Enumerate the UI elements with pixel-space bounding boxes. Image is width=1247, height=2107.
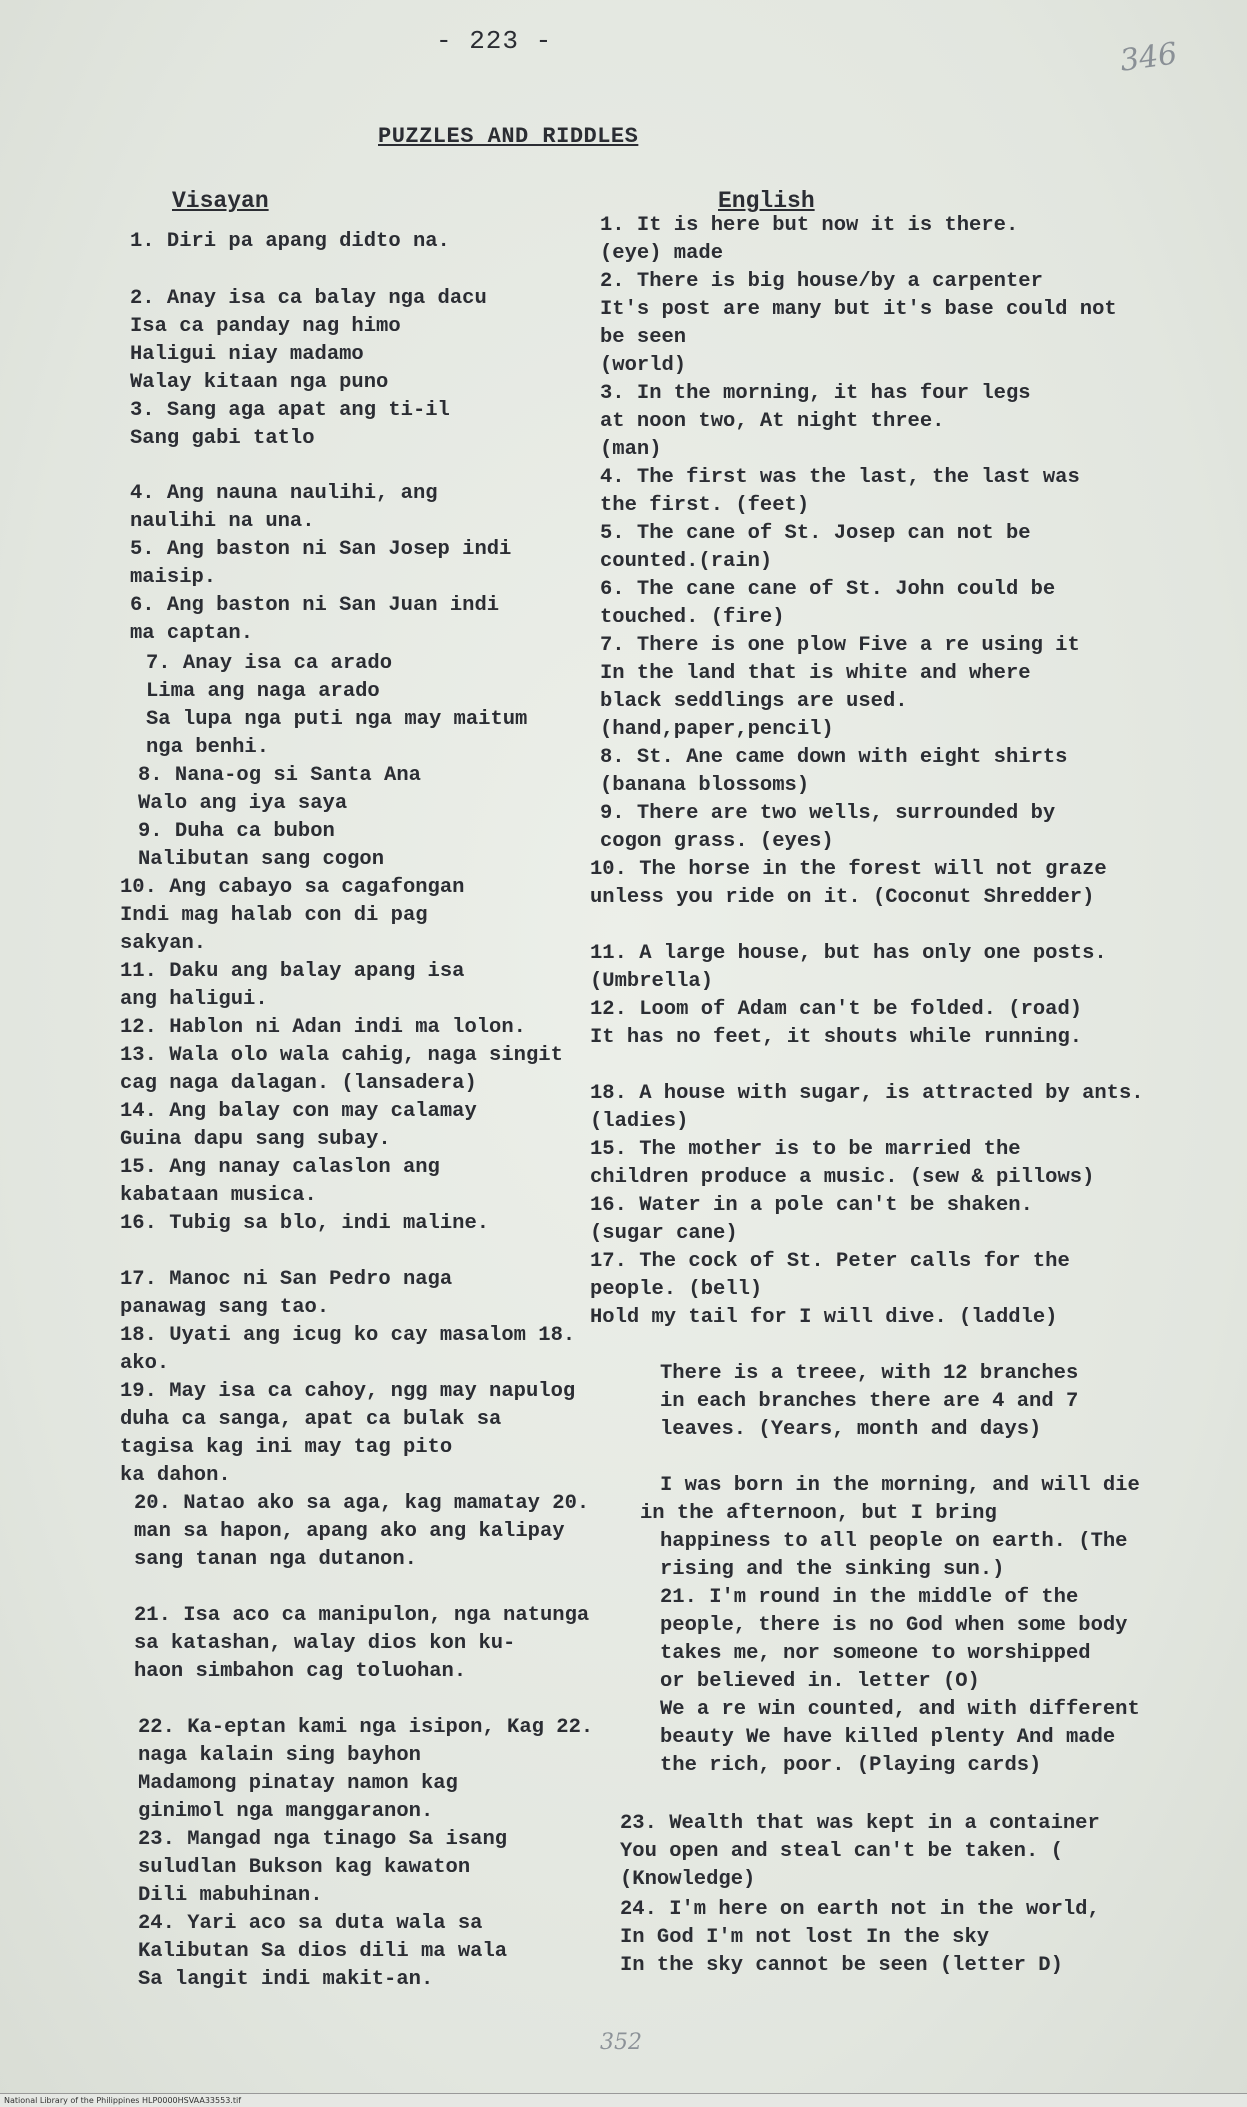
visayan-riddle-line: 23. Mangad nga tinago Sa isang [138, 1828, 508, 1851]
visayan-riddle-line: haon simbahon cag toluohan. [134, 1660, 467, 1683]
english-riddle-line: It's post are many but it's base could not [600, 298, 1117, 321]
visayan-riddle-line: 16. Tubig sa blo, indi maline. [120, 1212, 490, 1235]
visayan-riddle-line: 17. Manoc ni San Pedro naga [120, 1268, 453, 1291]
visayan-riddle-line: Guina dapu sang subay. [120, 1128, 391, 1151]
visayan-riddle-line: ma captan. [130, 622, 254, 645]
english-riddle-line: 7. There is one plow Five a re using it [600, 634, 1080, 657]
visayan-riddle-line: 7. Anay isa ca arado [146, 652, 393, 675]
visayan-riddle-line: Nalibutan sang cogon [138, 848, 385, 871]
visayan-riddle-line: panawag sang tao. [120, 1296, 330, 1319]
english-riddle-line: There is a treee, with 12 branches [660, 1362, 1079, 1385]
english-riddle-line: in the afternoon, but I bring [640, 1502, 997, 1525]
english-riddle-line: rising and the sinking sun.) [660, 1558, 1005, 1581]
visayan-riddle-line: tagisa kag ini may tag pito [120, 1436, 453, 1459]
visayan-riddle-line: 8. Nana-og si Santa Ana [138, 764, 421, 787]
visayan-riddle-line: ginimol nga manggaranon. [138, 1800, 434, 1823]
visayan-riddle-line: Lima ang naga arado [146, 680, 380, 703]
visayan-riddle-line: naulihi na una. [130, 510, 315, 533]
english-riddle-line: It has no feet, it shouts while running. [590, 1026, 1083, 1049]
english-riddle-line: Hold my tail for I will dive. (laddle) [590, 1306, 1058, 1329]
visayan-riddle-line: 22. Ka-eptan kami nga isipon, Kag 22. [138, 1716, 594, 1739]
bottom-handwritten-number: 352 [600, 2030, 642, 2055]
english-riddle-line: 5. The cane of St. Josep can not be [600, 522, 1031, 545]
visayan-riddle-line: 10. Ang cabayo sa cagafongan [120, 876, 465, 899]
visayan-riddle-line: suludlan Bukson kag kawaton [138, 1856, 471, 1879]
visayan-riddle-line: Walay kitaan nga puno [130, 371, 389, 394]
english-riddle-line: children produce a music. (sew & pillows) [590, 1166, 1095, 1189]
english-riddle-line: (Umbrella) [590, 970, 714, 993]
english-riddle-line: 21. I'm round in the middle of the [660, 1586, 1079, 1609]
english-riddle-line: happiness to all people on earth. (The [660, 1530, 1128, 1553]
english-riddle-line: or believed in. letter (O) [660, 1670, 980, 1693]
english-riddle-line: 23. Wealth that was kept in a container [620, 1812, 1100, 1835]
visayan-riddle-line: naga kalain sing bayhon [138, 1744, 421, 1767]
english-riddle-line: 6. The cane cane of St. John could be [600, 578, 1056, 601]
english-riddle-line: In the sky cannot be seen (letter D) [620, 1954, 1063, 1977]
visayan-riddle-line: Sa langit indi makit-an. [138, 1968, 434, 1991]
visayan-riddle-line: 18. Uyati ang icug ko cay masalom 18. [120, 1324, 576, 1347]
visayan-riddle-line: Madamong pinatay namon kag [138, 1772, 458, 1795]
visayan-riddle-line: 21. Isa aco ca manipulon, nga natunga [134, 1604, 590, 1627]
english-riddle-line: 2. There is big house/by a carpenter [600, 270, 1043, 293]
english-riddle-line: (Knowledge) [620, 1868, 756, 1891]
visayan-riddle-line: 4. Ang nauna naulihi, ang [130, 482, 438, 505]
english-riddle-line: (world) [600, 354, 687, 377]
english-riddle-line: 9. There are two wells, surrounded by [600, 802, 1056, 825]
english-riddle-line: 1. It is here but now it is there. [600, 214, 1019, 237]
visayan-riddle-line: maisip. [130, 566, 217, 589]
handwritten-page-number: 346 [1117, 36, 1180, 79]
visayan-riddle-line: Walo ang iya saya [138, 792, 348, 815]
english-riddle-line: We a re win counted, and with different [660, 1698, 1140, 1721]
english-riddle-line: 10. The horse in the forest will not graze [590, 858, 1107, 881]
visayan-riddle-line: 19. May isa ca cahoy, ngg may napulog [120, 1380, 576, 1403]
visayan-riddle-line: ako. [120, 1352, 170, 1375]
english-riddle-line: You open and steal can't be taken. ( [620, 1840, 1063, 1863]
visayan-riddle-line: Kalibutan Sa dios dili ma wala [138, 1940, 508, 1963]
english-riddle-line: 3. In the morning, it has four legs [600, 382, 1031, 405]
english-riddle-line: 15. The mother is to be married the [590, 1138, 1021, 1161]
visayan-riddle-line: 13. Wala olo wala cahig, naga singit [120, 1044, 563, 1067]
visayan-riddle-line: ka dahon. [120, 1464, 231, 1487]
english-riddle-line: touched. (fire) [600, 606, 785, 629]
english-riddle-line: the rich, poor. (Playing cards) [660, 1754, 1042, 1777]
english-riddle-line: 18. A house with sugar, is attracted by ants. [590, 1082, 1144, 1105]
visayan-riddle-line: 15. Ang nanay calaslon ang [120, 1156, 440, 1179]
visayan-riddle-line: 12. Hablon ni Adan indi ma lolon. [120, 1016, 526, 1039]
visayan-riddle-line: sa katashan, walay dios kon ku- [134, 1632, 516, 1655]
english-riddle-line: 16. Water in a pole can't be shaken. [590, 1194, 1033, 1217]
visayan-riddle-line: sakyan. [120, 932, 207, 955]
visayan-riddle-line: 1. Diri pa apang didto na. [130, 230, 450, 253]
visayan-riddle-line: 20. Natao ako sa aga, kag mamatay 20. [134, 1492, 590, 1515]
visayan-riddle-line: 5. Ang baston ni San Josep indi [130, 538, 512, 561]
english-riddle-line: (man) [600, 438, 662, 461]
english-riddle-line: In God I'm not lost In the sky [620, 1926, 990, 1949]
visayan-riddle-line: 24. Yari aco sa duta wala sa [138, 1912, 483, 1935]
english-riddle-line: people. (bell) [590, 1278, 763, 1301]
english-riddle-line: I was born in the morning, and will die [660, 1474, 1140, 1497]
visayan-riddle-line: 2. Anay isa ca balay nga dacu [130, 287, 487, 310]
page-title: PUZZLES AND RIDDLES [378, 124, 639, 149]
english-riddle-line: In the land that is white and where [600, 662, 1031, 685]
english-riddle-line: the first. (feet) [600, 494, 810, 517]
english-riddle-line: at noon two, At night three. [600, 410, 945, 433]
visayan-riddle-line: man sa hapon, apang ako ang kalipay [134, 1520, 565, 1543]
english-riddle-line: people, there is no God when some body [660, 1614, 1128, 1637]
visayan-riddle-line: 11. Daku ang balay apang isa [120, 960, 465, 983]
english-riddle-line: 24. I'm here on earth not in the world, [620, 1898, 1100, 1921]
page-number: - 223 - [436, 26, 553, 56]
english-riddle-line: 12. Loom of Adam can't be folded. (road) [590, 998, 1083, 1021]
visayan-riddle-line: Dili mabuhinan. [138, 1884, 323, 1907]
english-riddle-line: (sugar cane) [590, 1222, 738, 1245]
visayan-riddle-line: Haligui niay madamo [130, 343, 364, 366]
archive-footer: National Library of the Philippines HLP0000HSVAA33553.tif [0, 2093, 1247, 2107]
english-riddle-line: in each branches there are 4 and 7 [660, 1390, 1079, 1413]
visayan-riddle-line: kabataan musica. [120, 1184, 317, 1207]
english-riddle-line: leaves. (Years, month and days) [660, 1418, 1042, 1441]
english-riddle-line: takes me, nor someone to worshipped [660, 1642, 1091, 1665]
english-riddle-line: counted.(rain) [600, 550, 773, 573]
english-riddle-line: (banana blossoms) [600, 774, 810, 797]
english-riddle-line: 4. The first was the last, the last was [600, 466, 1080, 489]
english-riddle-line: (eye) made [600, 242, 724, 265]
english-riddle-line: 8. St. Ane came down with eight shirts [600, 746, 1068, 769]
visayan-riddle-line: Indi mag halab con di pag [120, 904, 428, 927]
english-riddle-line: 11. A large house, but has only one posts. [590, 942, 1107, 965]
english-riddle-line: unless you ride on it. (Coconut Shredder) [590, 886, 1095, 909]
english-riddle-line: beauty We have killed plenty And made [660, 1726, 1116, 1749]
visayan-riddle-line: Sang gabi tatlo [130, 427, 315, 450]
column-header-visayan: Visayan [172, 188, 269, 214]
english-riddle-line: 17. The cock of St. Peter calls for the [590, 1250, 1070, 1273]
visayan-riddle-line: Isa ca panday nag himo [130, 315, 401, 338]
visayan-riddle-line: cag naga dalagan. (lansadera) [120, 1072, 477, 1095]
english-riddle-line: black seddlings are used. [600, 690, 908, 713]
visayan-riddle-line: 6. Ang baston ni San Juan indi [130, 594, 500, 617]
visayan-riddle-line: sang tanan nga dutanon. [134, 1548, 417, 1571]
column-header-english: English [718, 188, 815, 214]
visayan-riddle-line: Sa lupa nga puti nga may maitum [146, 708, 528, 731]
visayan-riddle-line: 3. Sang aga apat ang ti-il [130, 399, 450, 422]
english-riddle-line: (ladies) [590, 1110, 689, 1133]
visayan-riddle-line: ang haligui. [120, 988, 268, 1011]
visayan-riddle-line: nga benhi. [146, 736, 270, 759]
english-riddle-line: be seen [600, 326, 687, 349]
visayan-riddle-line: duha ca sanga, apat ca bulak sa [120, 1408, 502, 1431]
visayan-riddle-line: 9. Duha ca bubon [138, 820, 335, 843]
english-riddle-line: cogon grass. (eyes) [600, 830, 834, 853]
visayan-riddle-line: 14. Ang balay con may calamay [120, 1100, 477, 1123]
english-riddle-line: (hand,paper,pencil) [600, 718, 834, 741]
